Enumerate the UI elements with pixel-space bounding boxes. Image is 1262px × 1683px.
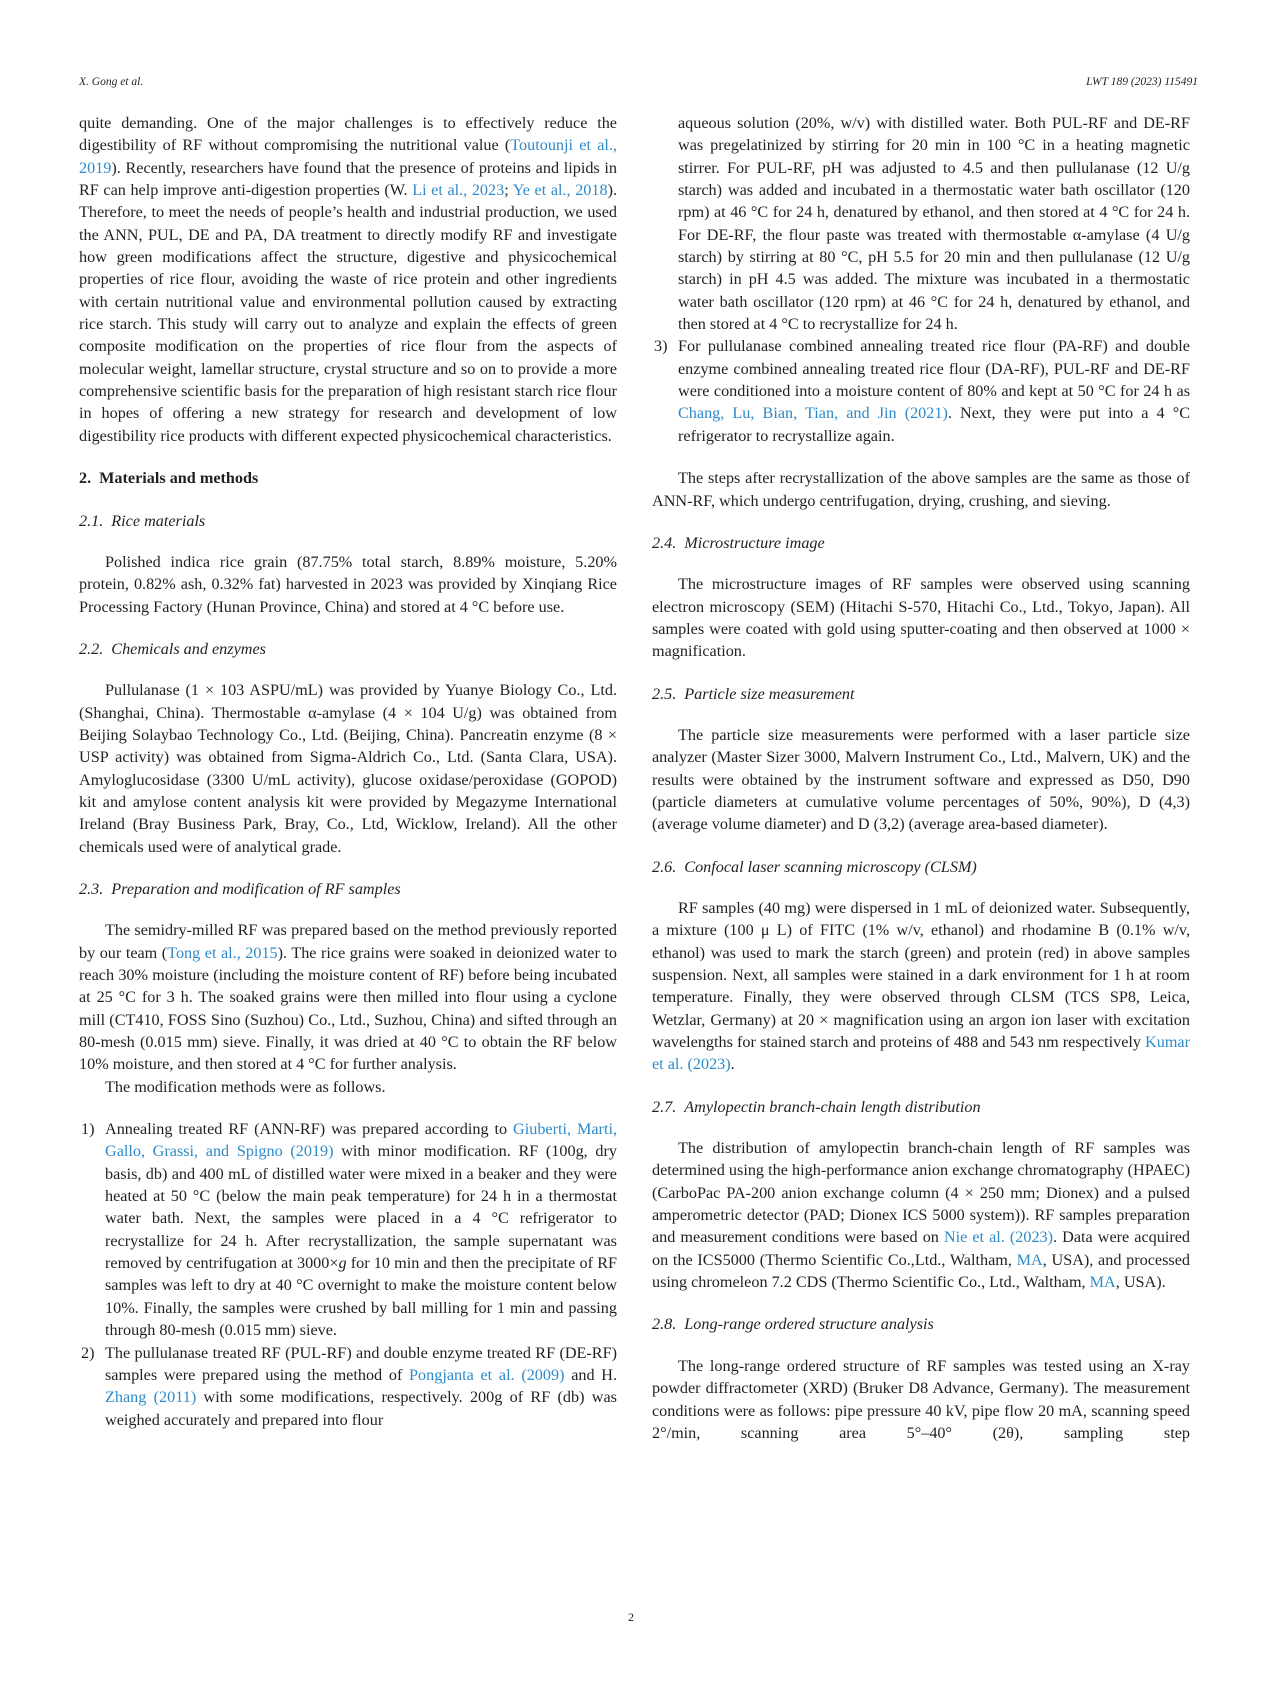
subsection-number: 2.3.: [79, 879, 104, 898]
text-run: Annealing treated RF (ANN-RF) was prepared according to: [105, 1120, 514, 1139]
subsection-title: Confocal laser scanning microscopy (CLSM): [684, 857, 977, 876]
subsection-heading-2-8: [652, 1313, 1190, 1335]
location-link[interactable]: MA: [1016, 1250, 1043, 1269]
method-item-1: [79, 1118, 617, 1341]
text-run: with some modifications, respectively. 200g of RF (db) was weighed accurately and prepared into flour: [105, 1388, 617, 1429]
text-run: For pullulanase combined annealing treated rice flour (PA-RF) and double enzyme combined annealing treated rice flour (DA-RF), PUL-RF and DE-RF were conditioned into a moisture content of 80% and kept at 50 °C for 24 h as: [678, 337, 1190, 401]
method-item-3: [652, 335, 1190, 447]
text-run: aqueous solution (20%, w/v) with distilled water. Both PUL-RF and DE-RF was pregelatinized by stirring for 20 min in 100 °C in a heating magnetic stirrer. For PUL-RF, pH was adjusted to 4.5 and then pullulanase (12 U/g starch) was added and incubated in a thermostatic water bath oscillator (120 rpm) at 46 °C for 24 h, denatured by ethanol, and then stored at 4 °C for 24 h. For DE-RF, the flour paste was treated with thermostable α-amylase (4 U/g starch) by stirring at 80 °C, pH 5.5 for 20 min and then pullulanase (12 U/g starch) in pH 4.5 was added. The mixture was incubated in a thermostatic water bath oscillator (120 rpm) at 46 °C for 24 h, denatured by ethanol, and then stored at 4 °C to recrystallize for 24 h.: [678, 114, 1190, 334]
text-run: . Data were acquired on the ICS5000 (Thermo Scientific Co.,Ltd., Waltham,: [652, 1228, 1190, 1269]
text-run: The semidry-milled RF was prepared based on the method previously reported by our team (: [79, 921, 617, 962]
list-marker: 2): [81, 1343, 95, 1362]
method-list: [79, 1118, 617, 1431]
text-run: ). Therefore, to meet the needs of people’s health and industrial production, we used the ANN, PUL, DE and PA, DA treatment to directly modify RF and investigate how green modifications affect the structure, digestive and physicochemical properties of rice flour, avoiding the waste of rice protein and other ingredients with certain nutritional value and environmental pollution caused by extracting rice starch. This study will carry out to analyze and explain the effects of green composite modification on the properties of rice flour from the aspects of molecular weight, lamellar structure, crystal structure and so on to provide a more comprehensive scientific basis for the preparation of high resistant starch rice flour in hopes of offering a new strategy for research and development of low digestibility rice products with different expected physicochemical characteristics.: [79, 181, 618, 445]
text-run: RF samples (40 mg) were dispersed in 1 mL of deionized water. Subsequently, a mixture (100 μ L) of FITC (1% w/v, ethanol) and rhodamine B (0.1% w/v, ethanol) was used to mark the starch (green) and protein (red) in above samples suspension. Next, all samples were stained in a dark environment for 1 h at room temperature. Finally, they were observed through CLSM (TCS SP8, Leica, Wetzlar, Germany) at 20 × magnification using an argon ion laser with excitation wavelengths for stained starch and proteins of 488 and 543 nm respectively: [652, 898, 1190, 1052]
text-run: and H.: [564, 1365, 618, 1384]
subsection-title: Chemicals and enzymes: [111, 639, 266, 658]
citation-link[interactable]: Ye et al., 2018: [512, 181, 608, 200]
text-run: quite demanding. One of the major challenges is to effectively reduce the digestibility of RF without compromising the nutritional value (: [79, 114, 617, 155]
list-marker: 1): [81, 1120, 95, 1139]
citation-link[interactable]: Pongjanta et al. (2009): [409, 1365, 565, 1384]
text-run: with minor modification. RF (100g, dry basis, db) and 400 mL of distilled water were mixed in a beaker and they were heated at 50 °C (below the main peak temperature) for 24 h in a thermostat water bath. Next, the samples were placed in a 4 °C refrigerator to recrystallize for 24 h. After recrystallization, the sample supernatant was removed by centrifugation at 3000×: [105, 1142, 617, 1273]
method-item-2-continued: [652, 112, 1190, 335]
paragraph-xrd: The long-range ordered structure of RF samples was tested using an X-ray powder diffractometer (XRD) (Bruker D8 Advance, Germany). The measurement conditions were as follows: pipe pressure 40 kV, pipe flow 20 mA, scanning speed 2°/min, scanning area 5°–40° (2θ), sampling step: [652, 1356, 1190, 1442]
paragraph-amylopectin: [652, 1137, 1190, 1293]
left-column: [79, 112, 617, 1431]
paragraph-rf-preparation: [79, 919, 617, 1075]
text-run: The distribution of amylopectin branch-chain length of RF samples was determined using the high-performance anion exchange chromatography (HPAEC) (CarboPac PA-200 anion exchange column (4 × 250 mm; Dionex) and a pulsed amperometric detector (PAD; Dionex ICS 5000 system)). RF samples preparation and measurement conditions were based on: [652, 1139, 1190, 1247]
subsection-title: Amylopectin branch-chain length distribution: [684, 1097, 981, 1116]
text-run: ;: [504, 181, 513, 200]
subsection-number: 2.8.: [652, 1315, 677, 1334]
paragraph-microstructure: The microstructure images of RF samples were observed using scanning electron microscopy (SEM) (Hitachi S-570, Hitachi Co., Ltd., Tokyo, Japan). All samples were coated with gold using sputter-coating and then observed at 1000 × magnification.: [652, 575, 1190, 661]
subsection-number: 2.4.: [652, 533, 677, 552]
subsection-heading-2-1: [79, 510, 617, 532]
page-number: 2: [628, 1610, 634, 1624]
text-run: . Next, they were put into a 4 °C refrigerator to recrystallize again.: [678, 404, 1190, 445]
text-run-italic: g: [338, 1254, 347, 1273]
paragraph-particle-size: The particle size measurements were performed with a laser particle size analyzer (Master Sizer 3000, Malvern Instrument Co., Ltd., Malvern, UK) and the results were obtained by the instrument software and expressed as D50, D90 (particle diameters at cumulative volume percentages of 50%, 90%), D (4,3) (average volume diameter) and D (3,2) (average area-based diameter).: [652, 725, 1190, 834]
section-number: 2.: [79, 469, 92, 488]
subsection-heading-2-7: [652, 1096, 1190, 1118]
subsection-heading-2-4: [652, 532, 1190, 554]
text-run: .: [730, 1055, 735, 1074]
text-run: for 10 min and then the precipitate of RF samples was left to dry at 40 °C overnight to make the moisture content below 10%. Finally, the samples were crushed by ball milling for 1 min and passing through 80-mesh (0.015 mm) sieve.: [105, 1254, 617, 1340]
subsection-title: Preparation and modification of RF samples: [111, 879, 401, 898]
paragraph-modification-intro: The modification methods were as follows.: [105, 1077, 386, 1096]
subsection-heading-2-3: [79, 878, 617, 900]
paragraph-rice-materials: Polished indica rice grain (87.75% total starch, 8.89% moisture, 5.20% protein, 0.82% ash, 0.32% fat) harvested in 2023 was provided by Xinqiang Rice Processing Factory (Hunan Province, China) and stored at 4 °C before use.: [79, 552, 617, 616]
paragraph-chemicals: Pullulanase (1 × 103 ASPU/mL) was provided by Yuanye Biology Co., Ltd. (Shanghai, China). Thermostable α-amylase (4 × 104 U/g) was obtained from Beijing Solaybao Technology Co., Ltd. (Beijing, China). Pancreatin enzyme (8 × USP activity) was obtained from Sigma-Aldrich Co., Ltd. (Santa Clara, USA). Amyloglucosidase (3300 U/mL activity), glucose oxidase/peroxidase (GOPOD) kit and amylose content analysis kit were provided by Megazyme International Ireland (Bray Business Park, Bray, Co., Ltd, Wicklow, Ireland). All the other chemicals used were of analytical grade.: [79, 681, 617, 856]
subsection-heading-2-2: [79, 638, 617, 660]
method-list-continued: [652, 112, 1190, 447]
section-title: Materials and methods: [99, 469, 259, 488]
section-heading-materials-methods: [79, 467, 617, 489]
citation-link[interactable]: Kumar et al. (2023): [652, 1033, 1190, 1074]
subsection-title: Rice materials: [111, 511, 206, 530]
paragraph-after-steps: The steps after recrystallization of the above samples are the same as those of ANN-RF, which undergo centrifugation, drying, crushing, and sieving.: [652, 469, 1190, 510]
location-link[interactable]: MA: [1089, 1273, 1116, 1292]
paragraph-clsm: [652, 897, 1190, 1076]
subsection-number: 2.6.: [652, 857, 677, 876]
subsection-heading-2-5: [652, 683, 1190, 705]
subsection-title: Microstructure image: [684, 533, 825, 552]
method-item-2: [79, 1342, 617, 1431]
citation-link[interactable]: Li et al., 2023: [412, 181, 505, 200]
citation-link[interactable]: Toutounji et al., 2019: [79, 136, 617, 177]
subsection-number: 2.7.: [652, 1097, 677, 1116]
list-marker: 3): [654, 337, 668, 356]
intro-paragraph: [79, 112, 617, 447]
subsection-number: 2.2.: [79, 639, 104, 658]
text-run: ). The rice grains were soaked in deionized water to reach 30% moisture (including the moisture content of RF) before being incubated at 25 °C for 3 h. The soaked grains were then milled into flour using a cyclone mill (CT410, FOSS Sino (Suzhou) Co., Ltd., Suzhou, China) and sifted through an 80-mesh (0.015 mm) sieve. Finally, it was dried at 40 °C to obtain the RF below 10% moisture, and then stored at 4 °C for further analysis.: [79, 943, 617, 1074]
citation-link[interactable]: Zhang (2011): [105, 1388, 197, 1407]
subsection-title: Particle size measurement: [684, 684, 855, 703]
text-run: , USA).: [1115, 1273, 1166, 1292]
running-head-authors: X. Gong et al.: [79, 76, 144, 88]
text-run: , USA), and processed using chromeleon 7.2 CDS (Thermo Scientific Co., Ltd., Waltham,: [652, 1250, 1190, 1292]
subsection-number: 2.5.: [652, 684, 677, 703]
right-column: [652, 112, 1190, 1444]
text-run: ). Recently, researchers have found that the presence of proteins and lipids in RF can help improve anti-digestion properties (W.: [79, 158, 617, 200]
running-head-journal: LWT 189 (2023) 115491: [1086, 76, 1198, 88]
citation-link[interactable]: Chang, Lu, Bian, Tian, and Jin (2021): [678, 404, 948, 423]
citation-link[interactable]: Nie et al. (2023): [943, 1228, 1054, 1247]
text-run: The pullulanase treated RF (PUL-RF) and double enzyme treated RF (DE-RF) samples were prepared using the method of: [105, 1343, 617, 1384]
subsection-heading-2-6: [652, 856, 1190, 878]
citation-link[interactable]: Giuberti, Marti, Gallo, Grassi, and Spigno (2019): [105, 1120, 617, 1161]
subsection-number: 2.1.: [79, 511, 104, 530]
citation-link[interactable]: Tong et al., 2015: [167, 943, 278, 962]
subsection-title: Long-range ordered structure analysis: [684, 1315, 934, 1334]
